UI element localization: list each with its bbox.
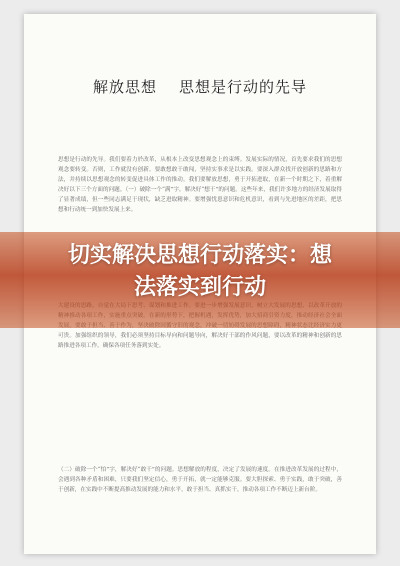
body-paragraph-2: 可贵。加强组织的领导，我们必须坚持目标导向和问题导向，解决好干部的作风问题，要以改革的精神和创新的思路推进各项工作，确保各项任务落到实处。 (58, 332, 342, 349)
body-paragraph-1: 思想是行动的先导。我们要着力於改革，从根本上改变思想观念上的束缚。发展实际的情况，首先要求我们的思想观念要转变。否则，工作就没有创新。要敢想敢干敢闯，坚持实事求是以实践。要深入群众找开放创新的思路和方法，并持续以思想观念的转变促进具体工作的推动。我们要解放思想，勇于开拓进取，在新一个时期之下，着重解决好以下三个方面的问题。（一）破除一个“满”字，解决好“想干”的问题。这些年来，我们许多地方的经济发展取得了显著成绩，但一些同志满足于现状，缺乏进取精神。要增强忧患意识和危机意识，看到与先进地区的差距，把思想和行动统一到加快发展上来。 (58, 157, 342, 213)
body-paragraph-3: （二）破除一个“怕”字，解决好“敢干”的问题。思想解放的程度，决定了发展的速度。在推进改革发展的过程中，会遇到各种矛盾和困难，只要我们坚定信心，勇于开拓，就一定能够克服。要大胆探索、勇于实践，敢于突破，善于创新，在实践中不断提高推动发展的能力和水平，敢于担当、真抓实干，推动各项工作不断迈上新台阶。 (58, 467, 342, 493)
document-title (24, 76, 376, 97)
document-title-left: 解放思想 (92, 78, 157, 96)
document-title-right: 思想是行动的先导 (179, 78, 308, 96)
overlay-title-line-2: 法落实到行动 (133, 275, 266, 300)
overlay-title-line-1: 切实解决思想行动落实：想 (67, 243, 332, 268)
overlay-title (0, 240, 400, 304)
